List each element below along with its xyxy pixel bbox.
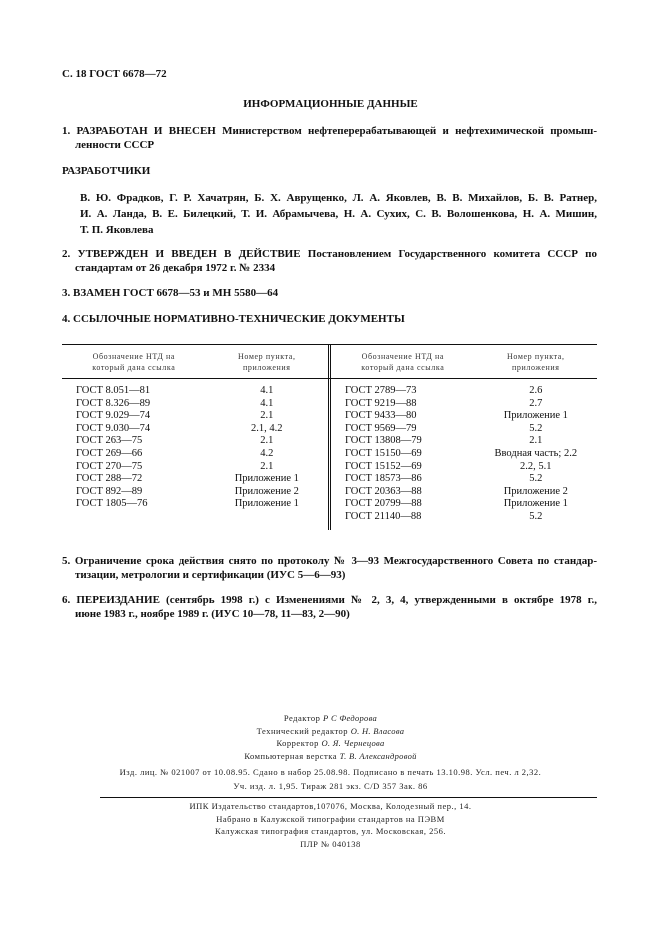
- doc-cell: ГОСТ 2789—73: [345, 385, 417, 396]
- doc-cell: ГОСТ 9.030—74: [76, 422, 151, 434]
- imprint: [0, 765, 661, 793]
- doc-cell: ГОСТ 15152—69: [345, 460, 422, 472]
- credit-name: Р С Федорова: [323, 713, 378, 723]
- table-row: [62, 461, 328, 474]
- table-row: [331, 473, 597, 486]
- table-row: [62, 385, 328, 398]
- table-row: [331, 398, 597, 411]
- doc-cell: ГОСТ 8.326—89: [76, 397, 151, 409]
- developers-line: И. А. Ланда, В. Е. Билецкий, Т. И. Абрамычева, Н. А. Сухих, С. В. Волошенкова, Н. А. Мишин,: [80, 208, 597, 220]
- header-doc: Обозначение НТД на: [92, 351, 176, 361]
- item-cell: Вводная часть; 2.2: [494, 447, 578, 459]
- item-cell: Приложение 2: [234, 485, 299, 497]
- credit-role: Корректор: [276, 738, 319, 748]
- item-6: [62, 593, 597, 621]
- header-doc: который дана ссылка: [361, 362, 445, 372]
- item-6-line: 6. ПЕРЕИЗДАНИЕ (сентябрь 1998 г.) с Изменениями № 2, 3, 4, утвержденными в октябре 1978 г.,: [62, 594, 597, 606]
- credit-role: Компьютерная верстка: [244, 750, 338, 761]
- doc-cell: ГОСТ 20799—88: [345, 498, 422, 510]
- publisher-line: ИПК Издательство стандартов,107076, Москва, Колодезный пер., 14.: [189, 801, 472, 811]
- publisher-line: Набрано в Калужской типографии стандартов на ПЭВМ: [216, 813, 445, 824]
- credit-line: [0, 725, 661, 738]
- item-cell: Приложение 1: [503, 498, 568, 510]
- credits: [0, 712, 661, 762]
- item-2-line: стандартам от 26 декабря 1972 г. № 2334: [75, 262, 276, 274]
- item-2: [62, 247, 597, 275]
- item-cell: 2.7: [529, 397, 543, 409]
- doc-cell: ГОСТ 1805—76: [76, 498, 148, 510]
- doc-cell: ГОСТ 288—72: [76, 473, 143, 485]
- doc-cell: ГОСТ 269—66: [76, 447, 143, 459]
- developers-line: Т. П. Яковлева: [80, 224, 154, 236]
- publisher-info: [0, 800, 661, 850]
- doc-cell: ГОСТ 20363—88: [345, 485, 422, 497]
- item-cell: 2.1: [529, 435, 543, 447]
- table-row: [62, 410, 328, 423]
- item-cell: 4.1: [260, 385, 274, 396]
- item-cell: 5.2: [529, 473, 543, 485]
- doc-cell: ГОСТ 892—89: [76, 485, 143, 497]
- item-cell: 2.2, 5.1: [520, 460, 552, 472]
- item-1-line: 1. РАЗРАБОТАН И ВНЕСЕН Министерством нефтеперерабатывающей и нефтехимической промыш-: [62, 125, 597, 137]
- item-3: 3. ВЗАМЕН ГОСТ 6678—53 и МН 5580—64: [62, 287, 279, 299]
- developers-line: В. Ю. Фрадков, Г. Р. Хачатрян, Б. Х. Аврущенко, Л. А. Яковлев, В. В. Михайлов, Б. В. Ратнер,: [80, 192, 597, 204]
- table-row: [331, 423, 597, 436]
- page-header: С. 18 ГОСТ 6678—72: [62, 68, 167, 80]
- publisher-line: Калужская типография стандартов, ул. Московская, 256.: [215, 826, 446, 836]
- imprint-line: Изд. лиц. № 021007 от 10.08.95. Сдано в набор 25.08.98. Подписано в печать 13.10.98. Усл. печ. л 2,32.: [119, 767, 542, 777]
- item-5-line: 5. Ограничение срока действия снято по протоколу № 3—93 Межгосударственного Совета по стандар-: [62, 555, 597, 567]
- doc-cell: ГОСТ 18573—86: [345, 473, 422, 485]
- credit-role: Технический редактор: [256, 725, 349, 736]
- item-1-line: ленности СССР: [75, 139, 155, 151]
- developers-list: [80, 190, 597, 238]
- item-cell: 2.1: [260, 435, 274, 447]
- doc-cell: ГОСТ 9569—79: [345, 422, 417, 434]
- item-cell: 2.1: [260, 460, 274, 472]
- item-cell: 4.1: [260, 397, 274, 409]
- item-5: [62, 554, 597, 582]
- item-cell: 2.6: [529, 385, 543, 396]
- table-row: [331, 498, 597, 511]
- doc-cell: ГОСТ 21140—88: [345, 510, 422, 522]
- credit-name: О. Я. Чернецова: [321, 738, 385, 748]
- section-title: ИНФОРМАЦИОННЫЕ ДАННЫЕ: [243, 98, 418, 110]
- credit-role: Редактор: [283, 713, 321, 723]
- item-cell: Приложение 1: [234, 473, 299, 485]
- credit-line: [0, 712, 661, 725]
- table-row: [331, 410, 597, 423]
- table-row: [62, 398, 328, 411]
- table-body: [62, 379, 597, 530]
- doc-cell: ГОСТ 9.029—74: [76, 410, 151, 422]
- doc-cell: ГОСТ 263—75: [76, 435, 143, 447]
- item-cell: 2.1: [260, 410, 274, 422]
- table-row: [62, 486, 328, 499]
- item-5-line: тизации, метрологии и сертификации (ИУС 5—6—93): [75, 569, 346, 581]
- divider: [100, 797, 597, 798]
- table-row: [62, 423, 328, 436]
- table-row: [62, 435, 328, 448]
- table-left-column: [62, 385, 328, 530]
- table-row: [62, 448, 328, 461]
- doc-cell: ГОСТ 9433—80: [345, 410, 417, 422]
- item-cell: Приложение 1: [234, 498, 299, 510]
- publisher-line: ПЛР № 040138: [300, 838, 361, 849]
- table-row: [331, 435, 597, 448]
- table-row: [331, 461, 597, 474]
- header-item: Номер пункта,: [507, 351, 565, 361]
- doc-cell: ГОСТ 8.051—81: [76, 385, 151, 396]
- item-1: [62, 124, 597, 152]
- table-row: [62, 498, 328, 511]
- credit-name: О. Н. Власова: [350, 725, 405, 736]
- references-table: [62, 344, 597, 530]
- item-cell: Приложение 2: [503, 485, 568, 497]
- credit-name: Т. В. Александровой: [339, 750, 417, 761]
- item-cell: Приложение 1: [503, 410, 568, 422]
- doc-cell: ГОСТ 13808—79: [345, 435, 422, 447]
- doc-cell: ГОСТ 15150—69: [345, 447, 422, 459]
- header-doc: Обозначение НТД на: [361, 351, 445, 361]
- header-item: приложения: [512, 362, 560, 372]
- imprint-line: Уч. изд. л. 1,95. Тираж 281 экз. С/D 357 Зак. 86: [233, 781, 428, 791]
- credit-line: [0, 737, 661, 750]
- table-row: [331, 511, 597, 524]
- table-row: [62, 473, 328, 486]
- item-cell: 5.2: [529, 422, 543, 434]
- table-right-column: [328, 379, 597, 530]
- item-cell: 2.1, 4.2: [251, 422, 283, 434]
- developers-heading: РАЗРАБОТЧИКИ: [62, 165, 151, 177]
- table-header: [62, 345, 597, 379]
- item-cell: 4.2: [260, 447, 274, 459]
- header-doc: который дана ссылка: [92, 362, 176, 372]
- header-item: Номер пункта,: [238, 351, 296, 361]
- doc-cell: ГОСТ 9219—88: [345, 397, 417, 409]
- item-cell: 5.2: [529, 510, 543, 522]
- table-row: [331, 486, 597, 499]
- item-4: 4. ССЫЛОЧНЫЕ НОРМАТИВНО-ТЕХНИЧЕСКИЕ ДОКУМЕНТЫ: [62, 313, 405, 325]
- item-2-line: 2. УТВЕРЖДЕН И ВВЕДЕН В ДЕЙСТВИЕ Постановлением Государственного комитета СССР по: [62, 248, 597, 260]
- table-row: [331, 385, 597, 398]
- credit-line: [0, 750, 661, 763]
- table-row: [331, 448, 597, 461]
- item-6-line: июне 1983 г., ноябре 1989 г. (ИУС 10—78, 11—83, 2—90): [75, 608, 350, 620]
- doc-cell: ГОСТ 270—75: [76, 460, 143, 472]
- header-item: приложения: [243, 362, 291, 372]
